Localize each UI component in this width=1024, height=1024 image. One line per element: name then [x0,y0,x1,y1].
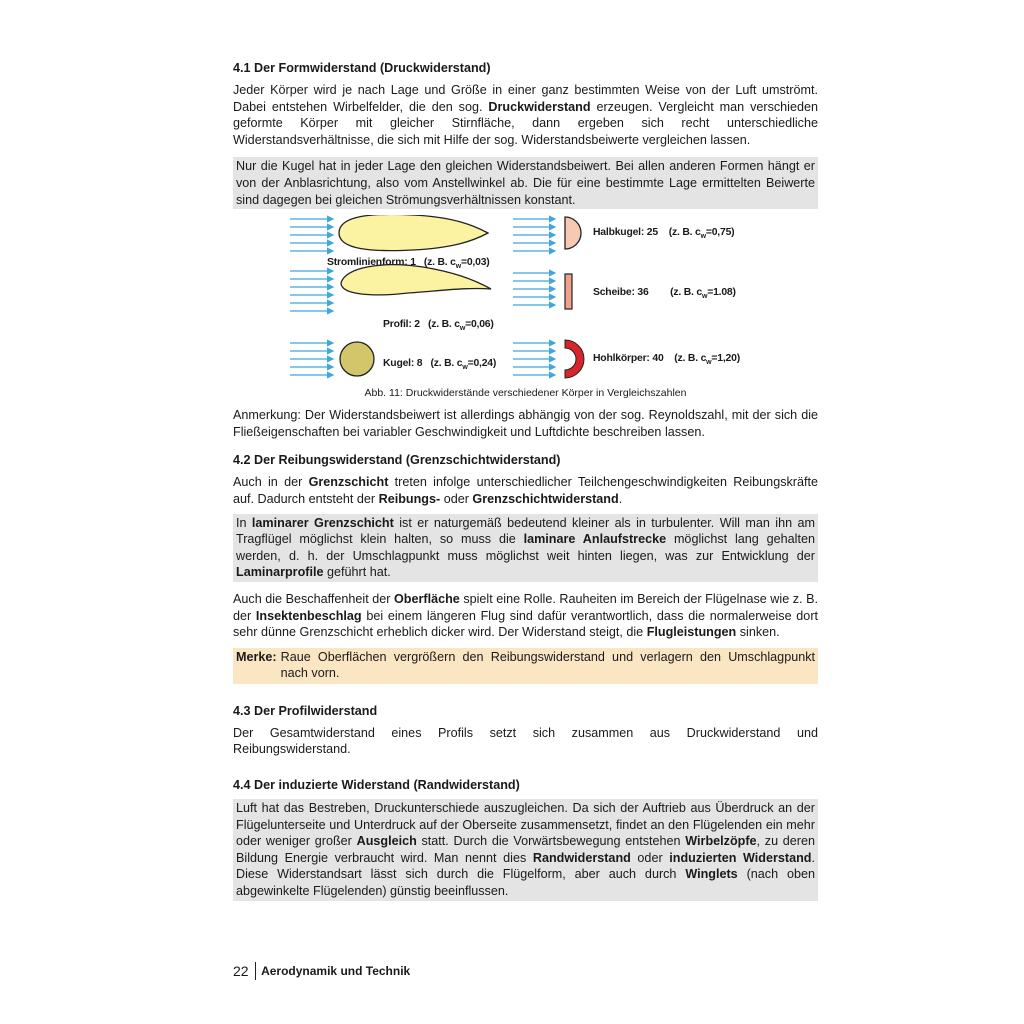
label-kugel: Kugel: 8 (z. B. $c_w=0,24$) [383,358,497,372]
footer-divider [255,962,257,980]
section-heading-4-1: 4.1 Der Formwiderstand (Druckwiderstand) [233,61,491,75]
stromlinie-shape [339,215,488,251]
paragraph-profilwiderstand: Der Gesamtwiderstand eines Profils setzt sich zusammen aus Druckwiderstand und Reibungswiderstand. [233,725,818,757]
page-number: 22 [233,963,249,979]
info-box-induziert: Luft hat das Bestreben, Druckunterschiede auszugleichen. Da sich der Auftrieb aus Überdruck an der Flügelunterseite und Unterdruck auf der Oberseite zusammensetzt, findet an den Flügelenden ein mehr oder weniger großer Ausgleich statt. Durch die Vorwärtsbewegung entstehen Wirbelzöpfe, zu deren Bildung Energie verbraucht wird. Man nennt dies Randwiderstand oder induzierten Widerstand. Diese Widerstandsart lässt sich durch die Flügelform, aber auch durch Winglets (nach oben abgewinkelte Flügelenden) günstig beeinflussen. [233,799,818,901]
figure-caption: Abb. 11: Druckwiderstände verschiedener Körper in Vergleichszahlen [364,387,687,400]
hohlkoerper-shape [565,340,584,378]
footer-title: Aerodynamik und Technik [261,964,411,978]
label-profil: Profil: 2 (z. B. $c_w=0,06$) [383,319,494,333]
paragraph-oberflaeche: Auch die Beschaffenheit der Oberfläche spielt eine Rolle. Rauheiten im Bereich der Flügelnase wie z. B. der Insektenbeschlag bei einem längeren Flug sind dafür verantwortlich, dass die normalerweise dort sehr dünne Grenzschicht erheblich dicker wird. Der Widerstand steigt, die Flugleistungen sinken. [233,591,819,640]
label-hohlkoerper: Hohlkörper: 40 (z. B. $c_w=1,20$) [593,353,740,367]
label-stromlinienform: Stromlinienform: 1 (z. B. $c_w=0,03$) [327,257,490,271]
merke-text: Raue Oberflächen vergrößern den Reibungswiderstand und verlagern den Umschlagpunkt nach vorn. [280,649,815,681]
figure-druckwiderstaende [233,215,818,405]
section-heading-4-4: 4.4 Der induzierte Widerstand (Randwiderstand) [233,778,520,793]
page-footer [233,962,410,980]
paragraph-formwiderstand: Jeder Körper wird je nach Lage und Größe in einer ganz bestimmten Weise von der Luft umströmt. Dabei entstehen Wirbelfelder, die den sog. Druckwiderstand erzeugen. Vergleicht man verschieden geformte Körper mit gleicher Stirnfläche, dann ergeben sich recht unterschiedliche Widerstandsverhältnisse, die sich mit Hilfe der sog. Widerstandsbeiwerte vergleichen lassen. [233,83,818,147]
scheibe-shape [565,274,572,309]
label-scheibe: Scheibe: 36 (z. B. $c_w=1.08$) [593,287,736,301]
merke-label: Merke: [236,649,277,664]
merke-box [233,648,818,684]
page-content [233,60,818,907]
halbkugel-shape [565,217,581,249]
info-box-kugel: Nur die Kugel hat in jeder Lage den gleichen Widerstandsbeiwert. Bei allen anderen Formen hängt er von der Anblasrichtung, also vom Anstellwinkel ab. Die für eine bestimmte Lage ermittelten Beiwerte sind dagegen bei gleichen Strömungsverhältnissen konstant. [233,157,818,209]
paragraph-grenzschicht: Auch in der Grenzschicht treten infolge unterschiedlicher Teilchengeschwindigkeiten Reibungskräfte auf. Dadurch entsteht der Reibungs- oder Grenzschichtwiderstand. [233,475,818,506]
info-box-laminar: In laminarer Grenzschicht ist er naturgemäß bedeutend kleiner als in turbulenter. Will man ihn am Tragflügel möglichst klein halten, so muss die laminare Anlaufstrecke möglichst lang gehalten werden, d. h. der Umschlagpunkt muss möglichst weit hinten liegen, was zur Entwicklung der Laminarprofile geführt hat. [233,514,818,582]
section-heading-4-2: 4.2 Der Reibungswiderstand (Grenzschichtwiderstand) [233,453,561,468]
paragraph-anmerkung: Anmerkung: Der Widerstandsbeiwert ist allerdings abhängig von der sog. Reynoldszahl, mit der sich die Fließeigenschaften bei variabler Geschwindigkeit und Luftdichte beschreiben lassen. [233,408,818,439]
kugel-shape [340,342,374,376]
section-heading-4-3: 4.3 Der Profilwiderstand [233,703,378,718]
label-halbkugel: Halbkugel: 25 (z. B. $c_w=0,75$) [593,227,735,241]
